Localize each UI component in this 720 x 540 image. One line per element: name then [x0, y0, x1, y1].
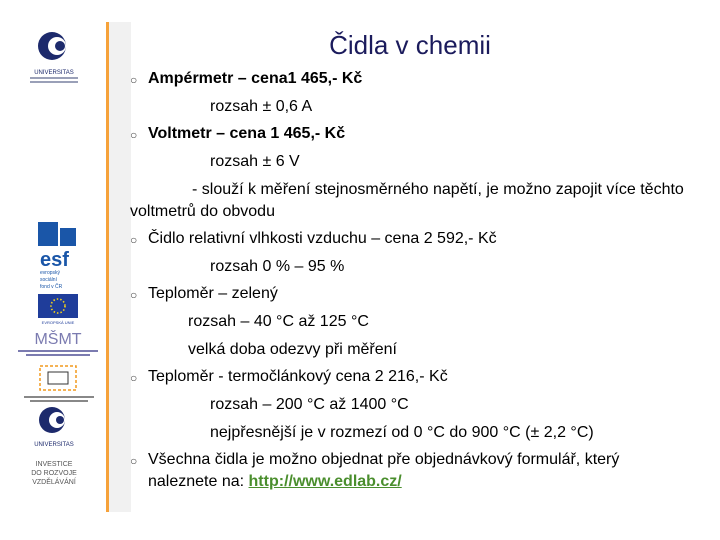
eu-flag: [38, 294, 78, 325]
msmt-logo: [18, 329, 98, 356]
bullet-icon: ○: [130, 371, 138, 385]
bullet-icon: ○: [130, 128, 138, 142]
bullet-icon: ○: [130, 233, 138, 247]
logo-column: [0, 22, 108, 512]
op-logo: [24, 366, 94, 402]
slide-title: Čidla v chemii: [329, 30, 491, 60]
sub-item: rozsah ± 0,6 A: [210, 98, 313, 115]
sub-item: rozsah ± 6 V: [210, 153, 300, 170]
esf-logo: [38, 222, 76, 290]
bullet-list: [130, 68, 690, 498]
list-item: [130, 123, 690, 223]
svg-text:evropský: evropský: [40, 270, 61, 276]
item-text: Čidlo relativní vlhkosti vzduchu – cena 2 592,- Kč: [148, 230, 497, 247]
edlab-link[interactable]: http://www.edlab.cz/: [248, 473, 402, 490]
svg-text:EVROPSKÁ UNIE: EVROPSKÁ UNIE: [41, 320, 75, 325]
list-item: [130, 449, 690, 493]
bullet-icon: ○: [130, 288, 138, 302]
bullet-icon: ○: [130, 454, 138, 468]
accent-bar: [106, 22, 131, 512]
svg-text:VZDĚLÁVÁNÍ: VZDĚLÁVÁNÍ: [32, 479, 76, 486]
svg-text:sociální: sociální: [40, 277, 57, 283]
sub-item: velká doba odezvy při měření: [188, 341, 397, 358]
sub-item: - slouží k měření stejnosměrného napětí, je možno zapojit více těchto voltmetrů do obvodu: [130, 181, 684, 220]
sub-item: rozsah 0 % – 95 %: [210, 258, 345, 275]
item-text: Všechna čidla je možno objednat pře objednávkový formulář, který naleznete na:: [148, 451, 620, 490]
svg-text:MŠMT: MŠMT: [34, 331, 82, 348]
item-text: Teploměr - termočlánkový cena 2 216,- Kč: [148, 368, 448, 385]
svg-text:INVESTICE: INVESTICE: [35, 461, 73, 468]
item-text: Ampérmetr – cena1 465,- Kč: [148, 70, 363, 87]
list-item: [130, 68, 690, 118]
item-text: Voltmetr – cena 1 465,- Kč: [148, 125, 346, 142]
item-text: Teploměr – zelený: [148, 285, 278, 302]
sub-item: rozsah – 200 °C až 1400 °C: [210, 396, 409, 413]
university-logo-bottom: [31, 407, 77, 486]
svg-text:fond v ČR: fond v ČR: [40, 284, 63, 290]
bullet-icon: ○: [130, 73, 138, 87]
svg-text:UNIVERSITAS: UNIVERSITAS: [34, 70, 74, 76]
svg-text:esf: esf: [40, 249, 69, 271]
sub-item: rozsah – 40 °C až 125 °C: [188, 313, 369, 330]
svg-text:UNIVERSITAS: UNIVERSITAS: [34, 442, 74, 448]
list-item: [130, 228, 690, 278]
list-item: [130, 366, 690, 444]
svg-text:DO ROZVOJE: DO ROZVOJE: [31, 470, 77, 477]
sub-item: nejpřesnější je v rozmezí od 0 °C do 900 °C (± 2,2 °C): [210, 424, 594, 441]
list-item: [130, 283, 690, 361]
